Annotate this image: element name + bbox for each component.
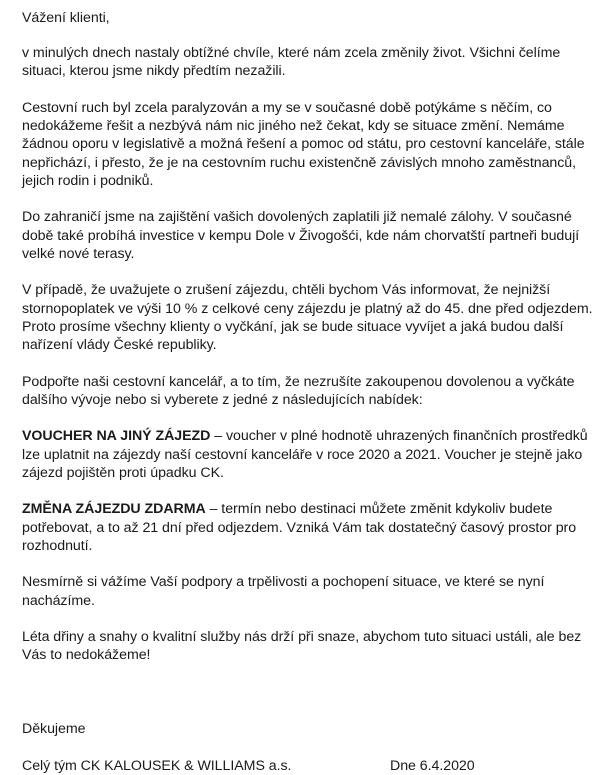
offer-voucher-text: – voucher v plné hodnotě uhrazených finančních prostředků lze uplatnit na zájezdy naší cestovní kanceláře v roce 2020 a 2021. Voucher je stejně jako zájezd pojištěn proti úpadku CK.	[22, 428, 588, 481]
signature-line	[22, 757, 594, 775]
paragraph-tourism-paralyzed: Cestovní ruch byl zcela paralyzován a my se v současné době potýkáme s něčím, co nedokážeme řešit a nezbývá nám nic jiného než čekat, kdy se situace změní. Nemáme žádnou oporu v legislativě a možná řešení a pomoc od státu, pro cestovní kanceláře, stále nepřichází, i přesto, že je na cestovním ruchu existenčně závislých mnoho zaměstnanců, jejich rodin i podniků.	[22, 100, 585, 189]
closing-spacer	[22, 683, 594, 720]
offer-voucher	[22, 427, 594, 482]
paragraph-support-request: Podpořte naši cestovní kancelář, a to tím, že nezrušíte zakoupenou dovolenou a vyčkáte dalšího vývoje nebo si vyberete z jedné z následujících nabídek:	[22, 373, 575, 408]
signature-team: Celý tým CK KALOUSEK & WILLIAMS a.s.	[22, 757, 292, 774]
offer-change-title: ZMĚNA ZÁJEZDU ZDARMA	[22, 501, 206, 518]
letter-thanks: Děkujeme	[22, 721, 86, 737]
offer-voucher-title: VOUCHER NA JINÝ ZÁJEZD	[22, 428, 211, 445]
paragraph-deposits: Do zahraničí jsme na zajištění vašich dovolených zaplatili již nemalé zálohy. V současné době také probíhá investice v kempu Dole v Živogošći, kde nám chorvatští partneři budují velké nové terasy.	[22, 209, 580, 262]
letter-greeting: Vážení klienti,	[22, 10, 110, 26]
paragraph-closing: Léta dřiny a snahy o kvalitní služby nás drží při snaze, abychom tuto situaci ustáli, ale bez Vás to nedokážeme!	[22, 629, 582, 664]
paragraph-appreciation: Nesmírně si vážíme Vaší podpory a trpělivosti a pochopení situace, ve které se nyní nacházíme.	[22, 574, 545, 609]
offer-change	[22, 500, 594, 555]
letter-date: Dne 6.4.2020	[390, 757, 475, 774]
letter-body	[22, 9, 594, 775]
paragraph-situation: v minulých dnech nastaly obtížné chvíle, které nám zcela změnily život. Všichni čelíme situaci, kterou jsme nikdy předtím nezažili.	[22, 45, 561, 80]
paragraph-cancellation-fee: V případě, že uvažujete o zrušení zájezdu, chtěli bychom Vás informovat, že nejnižší stornopoplatek ve výši 10 % z celkové ceny zájezdu je platný až do 45. dne před odjezdem. Proto prosíme všechny klienty o vyčkání, jak se bude situace vyvíjet a jaká budou další nařízení vlády České republiky.	[22, 282, 593, 354]
offer-change-text: – termín nebo destinaci můžete změnit kdykoliv budete potřebovat, a to až 21 dní před odjezdem. Vzniká Vám tak dostatečný časový prostor pro rozhodnutí.	[22, 501, 577, 554]
